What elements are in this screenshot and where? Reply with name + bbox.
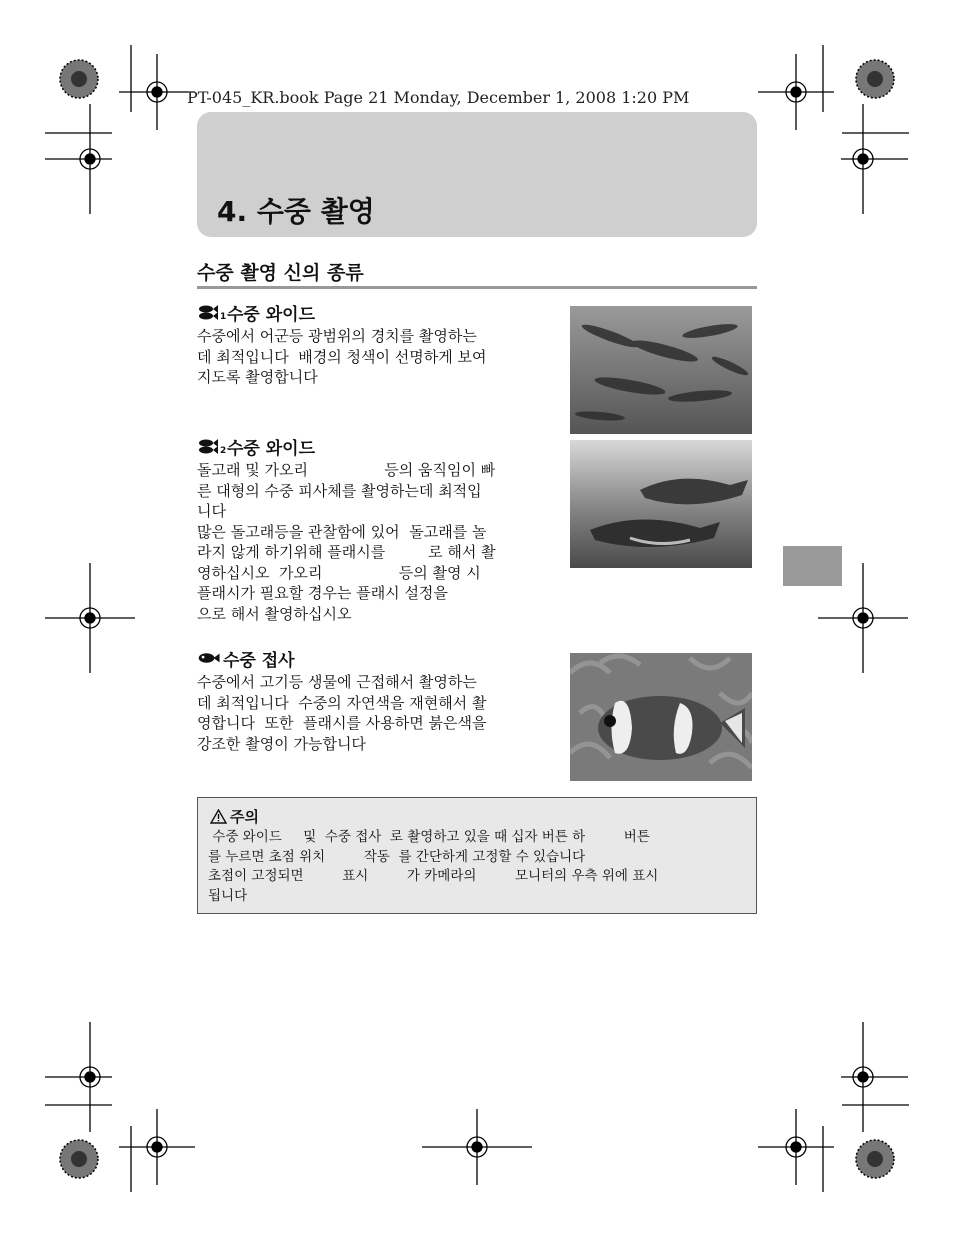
warning-triangle-icon	[210, 809, 227, 824]
mode-underwater-wide-2	[197, 434, 547, 624]
mode-line: 수중에서 어군등 광범위의 경치를 촬영하는	[197, 327, 477, 345]
mode-line: 른 대형의 수중 피사체를 촬영하는데 최적입	[197, 481, 482, 500]
mode-line: 영하십시오 가오리 등의 촬영 시	[197, 563, 481, 582]
mode-title: 수중 와이드	[227, 438, 316, 459]
caution-line: 초점이 고정되면 표시 가 카메라의 모니터의 우측 위에 표시	[208, 868, 659, 884]
mode-line: 데 최적입니다 수중의 자연색을 재현해서 촬	[197, 693, 487, 712]
underwater-wide-2-icon	[197, 437, 227, 455]
mode-line: 니다	[197, 502, 226, 520]
chapter-banner	[197, 112, 757, 237]
mode-underwater-macro	[197, 646, 547, 754]
underwater-macro-icon	[197, 649, 223, 667]
mode-title: 수중 와이드	[227, 304, 316, 325]
mode-line: 데 최적입니다 배경의 청색이 선명하게 보여	[197, 347, 487, 366]
caution-title: 주의	[230, 808, 259, 826]
underwater-wide-1-icon	[197, 303, 227, 321]
mode-line: 많은 돌고래등을 관찰함에 있어 돌고래를 놀	[197, 522, 487, 541]
mode-title: 수중 접사	[223, 650, 295, 671]
caution-line: 를 누르면 초점 위치 작동 를 간단하게 고정할 수 있습니다	[208, 848, 586, 865]
chapter-side-tab	[783, 546, 842, 586]
caution-line: 수중 와이드 및 수중 접사 로 촬영하고 있을 때 십자 버튼 하 버튼	[208, 829, 650, 845]
caution-line: 됩니다	[208, 887, 248, 904]
photo-fish-school	[570, 306, 752, 434]
photo-dolphins	[570, 440, 752, 568]
mode-line: 플래시가 필요할 경우는 플래시 설정을	[197, 584, 448, 602]
mode-line: 지도록 촬영합니다	[197, 368, 318, 386]
mode-line: 강조한 촬영이 가능합니다	[197, 734, 366, 753]
svg-text:1: 1	[220, 312, 227, 321]
mode-line: 으로 해서 촬영하십시오	[197, 604, 352, 623]
mode-line: 돌고래 및 가오리 등의 움직임이 빠	[197, 461, 496, 479]
mode-line: 수중에서 고기등 생물에 근접해서 촬영하는	[197, 673, 477, 691]
print-header: PT-045_KR.book Page 21 Monday, December 1, 2008 1:20 PM	[187, 88, 690, 107]
chapter-title: 4. 수중 촬영	[217, 195, 375, 228]
mode-line: 영합니다 또한 플래시를 사용하면 붉은색을	[197, 714, 487, 732]
caution-box	[197, 797, 757, 914]
mode-line: 라지 않게 하기위해 플래시를 로 해서 촬	[197, 543, 496, 561]
mode-underwater-wide-1	[197, 300, 547, 388]
svg-text:2: 2	[220, 446, 227, 455]
section-divider	[197, 286, 757, 289]
section-title: 수중 촬영 신의 종류	[197, 262, 364, 284]
photo-clownfish	[570, 653, 752, 781]
